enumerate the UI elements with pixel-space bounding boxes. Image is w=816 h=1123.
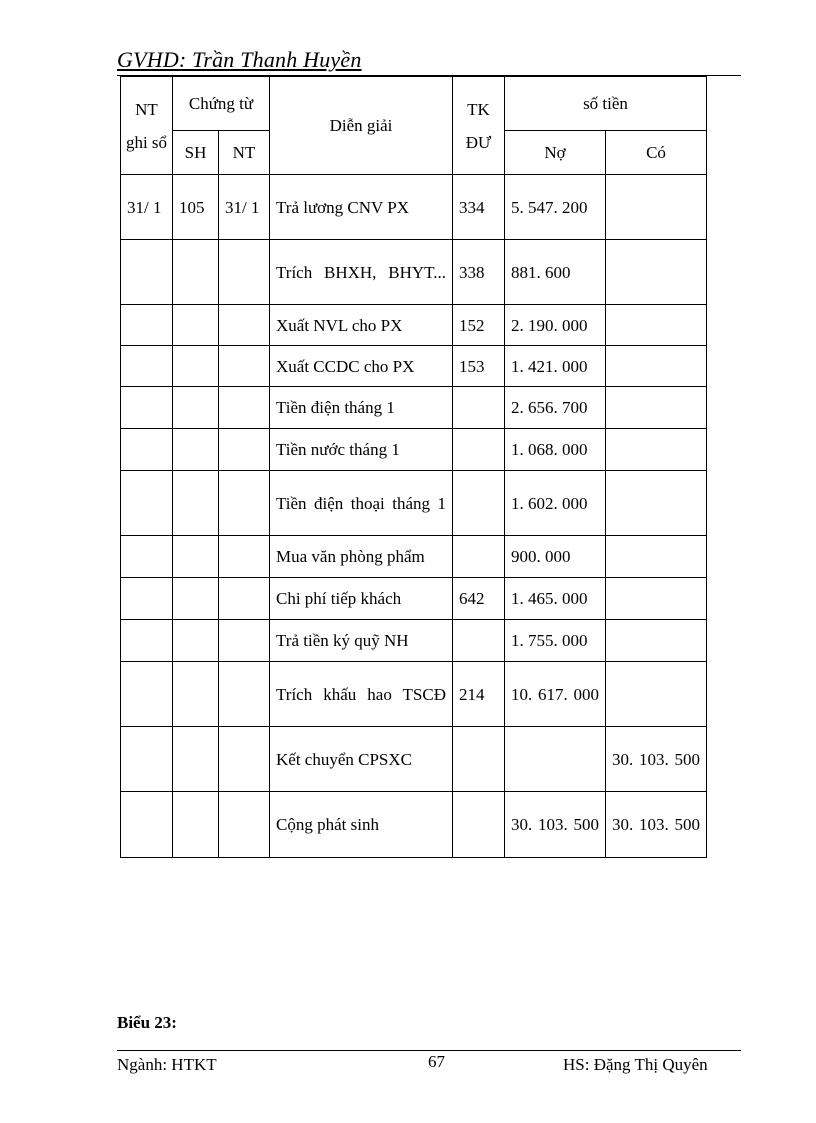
cell-nt — [219, 620, 270, 662]
cell-nt-ghi-so — [121, 305, 173, 346]
cell-dien-giai: Xuất CCDC cho PX — [270, 346, 453, 387]
table-row — [121, 792, 707, 858]
cell-tk: 642 — [453, 578, 505, 620]
cell-tk: 152 — [453, 305, 505, 346]
cell-no: 1. 602. 000 — [505, 471, 606, 536]
table-row — [121, 387, 707, 429]
cell-nt-ghi-so — [121, 727, 173, 792]
table-row — [121, 620, 707, 662]
cell-co — [606, 305, 707, 346]
cell-dien-giai: Trả lương CNV PX — [270, 175, 453, 240]
cell-nt-ghi-so — [121, 536, 173, 578]
cell-dien-giai: Tiền nước tháng 1 — [270, 429, 453, 471]
cell-tk — [453, 792, 505, 858]
cell-sh — [173, 240, 219, 305]
ledger-table — [120, 76, 707, 858]
cell-sh — [173, 578, 219, 620]
cell-nt — [219, 240, 270, 305]
cell-tk — [453, 536, 505, 578]
cell-nt — [219, 387, 270, 429]
header-nt-ghi-so: NT ghi sổ — [121, 77, 173, 175]
cell-no: 30. 103. 500 — [505, 792, 606, 858]
table-row — [121, 471, 707, 536]
cell-no: 881. 600 — [505, 240, 606, 305]
cell-tk: 153 — [453, 346, 505, 387]
cell-tk: 334 — [453, 175, 505, 240]
cell-co — [606, 240, 707, 305]
header-sh: SH — [173, 131, 219, 175]
figure-caption: Biểu 23: — [117, 1013, 177, 1032]
cell-sh — [173, 536, 219, 578]
cell-co — [606, 429, 707, 471]
cell-tk — [453, 429, 505, 471]
cell-nt-ghi-so — [121, 387, 173, 429]
cell-sh — [173, 346, 219, 387]
cell-nt-ghi-so — [121, 240, 173, 305]
cell-nt — [219, 429, 270, 471]
header-no: Nợ — [505, 131, 606, 175]
cell-tk — [453, 620, 505, 662]
cell-nt — [219, 346, 270, 387]
cell-dien-giai: Tiền điện thoại tháng 1 — [270, 471, 453, 536]
footer-department: Ngành: HTKT — [117, 1055, 217, 1074]
cell-sh — [173, 305, 219, 346]
cell-co — [606, 346, 707, 387]
cell-nt-ghi-so — [121, 620, 173, 662]
header-nt: NT — [219, 131, 270, 175]
cell-nt — [219, 578, 270, 620]
cell-no: 5. 547. 200 — [505, 175, 606, 240]
cell-sh — [173, 727, 219, 792]
cell-no — [505, 727, 606, 792]
table-row — [121, 578, 707, 620]
cell-co — [606, 387, 707, 429]
cell-sh — [173, 429, 219, 471]
cell-co: 30. 103. 500 — [606, 792, 707, 858]
cell-sh — [173, 387, 219, 429]
cell-tk: 214 — [453, 662, 505, 727]
cell-dien-giai: Chi phí tiếp khách — [270, 578, 453, 620]
cell-nt — [219, 536, 270, 578]
cell-dien-giai: Kết chuyển CPSXC — [270, 727, 453, 792]
cell-nt — [219, 662, 270, 727]
cell-nt-ghi-so — [121, 346, 173, 387]
cell-no: 1. 068. 000 — [505, 429, 606, 471]
cell-no: 900. 000 — [505, 536, 606, 578]
cell-nt-ghi-so: 31/ 1 — [121, 175, 173, 240]
cell-co: 30. 103. 500 — [606, 727, 707, 792]
cell-dien-giai: Trả tiền ký quỹ NH — [270, 620, 453, 662]
cell-co — [606, 578, 707, 620]
table-row — [121, 240, 707, 305]
cell-dien-giai: Tiền điện tháng 1 — [270, 387, 453, 429]
cell-tk — [453, 387, 505, 429]
table-row — [121, 727, 707, 792]
cell-nt-ghi-so — [121, 471, 173, 536]
table-row — [121, 536, 707, 578]
table-row — [121, 429, 707, 471]
cell-sh — [173, 792, 219, 858]
table-row — [121, 346, 707, 387]
cell-no: 10. 617. 000 — [505, 662, 606, 727]
page-number: 67 — [428, 1052, 445, 1071]
cell-no: 2. 656. 700 — [505, 387, 606, 429]
cell-tk — [453, 727, 505, 792]
cell-tk: 338 — [453, 240, 505, 305]
cell-nt-ghi-so — [121, 662, 173, 727]
table-row — [121, 662, 707, 727]
header-chung-tu: Chứng từ — [173, 77, 270, 131]
header-tk-du: TK ĐƯ — [453, 77, 505, 175]
cell-no: 1. 465. 000 — [505, 578, 606, 620]
header-co: Có — [606, 131, 707, 175]
cell-nt — [219, 792, 270, 858]
cell-co — [606, 471, 707, 536]
cell-co — [606, 662, 707, 727]
cell-tk — [453, 471, 505, 536]
cell-sh — [173, 662, 219, 727]
cell-dien-giai: Xuất NVL cho PX — [270, 305, 453, 346]
cell-nt: 31/ 1 — [219, 175, 270, 240]
cell-sh: 105 — [173, 175, 219, 240]
cell-sh — [173, 620, 219, 662]
cell-nt-ghi-so — [121, 578, 173, 620]
cell-co — [606, 536, 707, 578]
header-dien-giai: Diễn giải — [270, 77, 453, 175]
cell-sh — [173, 471, 219, 536]
cell-nt — [219, 727, 270, 792]
cell-dien-giai: Trích khấu hao TSCĐ — [270, 662, 453, 727]
cell-no: 1. 421. 000 — [505, 346, 606, 387]
cell-co — [606, 620, 707, 662]
cell-co — [606, 175, 707, 240]
header-so-tien: số tiền — [505, 77, 707, 131]
footer-student: HS: Đặng Thị Quyên — [563, 1055, 708, 1074]
footer-divider — [117, 1050, 741, 1051]
cell-dien-giai: Cộng phát sinh — [270, 792, 453, 858]
page-header-title: GVHD: Trần Thanh Huyền — [117, 47, 362, 72]
cell-no: 1. 755. 000 — [505, 620, 606, 662]
cell-nt-ghi-so — [121, 792, 173, 858]
cell-nt-ghi-so — [121, 429, 173, 471]
cell-nt — [219, 305, 270, 346]
cell-dien-giai: Mua văn phòng phẩm — [270, 536, 453, 578]
cell-nt — [219, 471, 270, 536]
table-row — [121, 305, 707, 346]
table-row — [121, 175, 707, 240]
cell-no: 2. 190. 000 — [505, 305, 606, 346]
cell-dien-giai: Trích BHXH, BHYT... — [270, 240, 453, 305]
